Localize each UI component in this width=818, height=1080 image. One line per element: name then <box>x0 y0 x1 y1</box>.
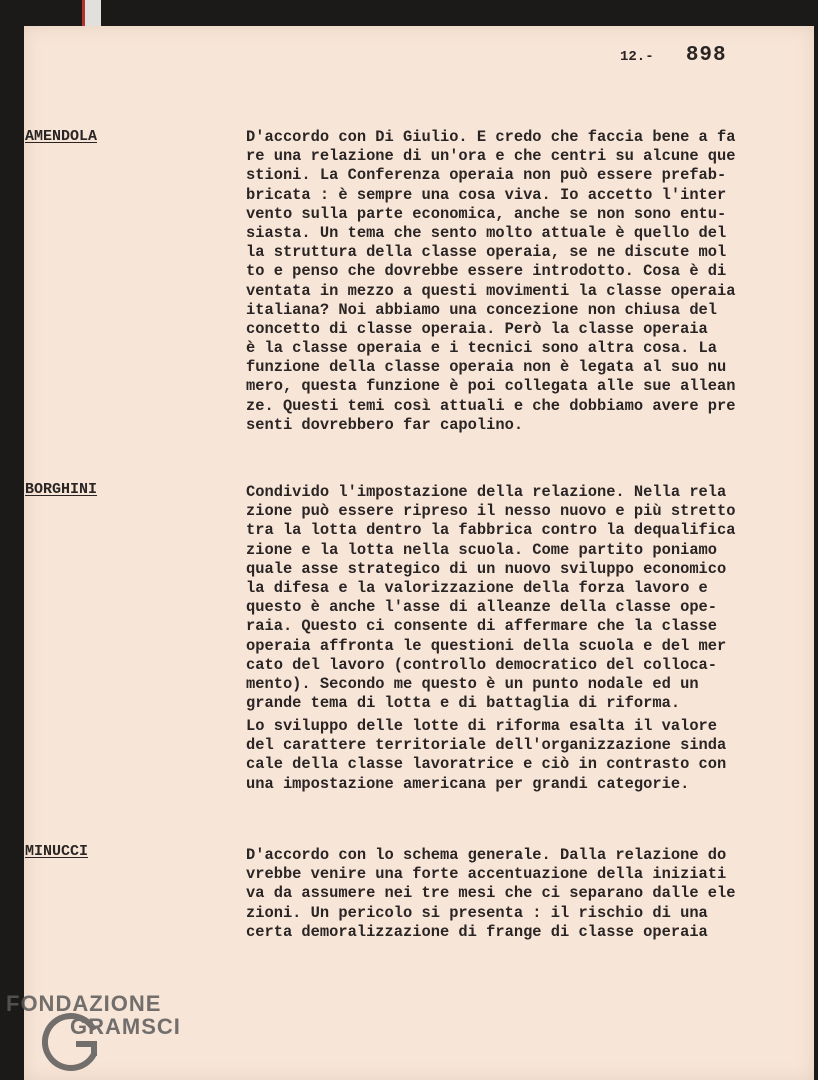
text-line: mento). Secondo me questo è un punto nodale ed un <box>246 674 699 693</box>
amendola-text <box>246 128 762 435</box>
text-line: senti dovrebbero far capolino. <box>246 415 524 434</box>
text-line: ventata in mezzo a questi movimenti la classe operaia <box>246 281 736 300</box>
text-line: del carattere territoriale dell'organizzazione sinda <box>246 736 727 755</box>
borghini-text-paragraph-2 <box>246 717 762 794</box>
text-line: è la classe operaia e i tecnici sono altra cosa. La <box>246 339 718 358</box>
text-line: vento sulla parte economica, anche se non sono entu- <box>246 204 727 223</box>
page-number <box>620 44 727 67</box>
text-line: zione e la lotta nella scuola. Come partito poniamo <box>246 540 718 559</box>
text-line: operaia affronta le questioni della scuola e del mer <box>246 636 727 655</box>
text-line: vrebbe venire una forte accentuazione della iniziati <box>246 865 727 884</box>
text-line: zioni. Un pericolo si presenta : il rischio di una <box>246 903 708 922</box>
text-line: mero, questa funzione è poi collegata alle sue allean <box>246 377 736 396</box>
borghini-text <box>246 483 762 713</box>
speaker-borghini: BORGHINI <box>25 481 98 498</box>
text-line: va da assumere nei tre mesi che ci separano dalle ele <box>246 884 736 903</box>
text-line: stioni. La Conferenza operaia non può essere prefab- <box>246 166 727 185</box>
text-line: concetto di classe operaia. Però la classe operaia <box>246 319 708 338</box>
text-line: raia. Questo ci consente di affermare che la classe <box>246 617 718 636</box>
text-line: la difesa e la valorizzazione della forza lavoro e <box>246 578 708 597</box>
text-line: grande tema di lotta e di battaglia di riforma. <box>246 694 681 713</box>
minucci-text <box>246 846 762 942</box>
text-line: una impostazione americana per grandi categorie. <box>246 774 690 793</box>
text-line: italiana? Noi abbiamo una concezione non chiusa del <box>246 300 718 319</box>
text-line: zione può essere ripreso il nesso nuovo e più stretto <box>246 502 736 521</box>
text-line: Lo sviluppo delle lotte di riforma esalta il valore <box>246 717 718 735</box>
speaker-amendola: AMENDOLA <box>25 128 98 145</box>
text-line: re una relazione di un'ora e che centri su alcune que <box>246 147 736 166</box>
text-line: siasta. Un tema che sento molto attuale è quello del <box>246 223 727 242</box>
text-line: bricata : è sempre una cosa viva. Io accetto l'inter <box>246 185 727 204</box>
text-line: quale asse strategico di un nuovo sviluppo economico <box>246 559 727 578</box>
text-line: to e penso che dovrebbe essere introdotto. Cosa è di <box>246 262 727 281</box>
page-number-large: 898 <box>685 44 727 67</box>
watermark-line-2: GRAMSCI <box>70 1014 181 1040</box>
text-line: certa demoralizzazione di frange di classe operaia <box>246 922 708 941</box>
text-line: Condivido l'impostazione della relazione. Nella rela <box>246 483 727 501</box>
fondazione-gramsci-watermark <box>6 992 181 1038</box>
text-line: tra la lotta dentro la fabbrica contro la dequalifica <box>246 521 736 540</box>
text-line: questo è anche l'asse di alleanze della classe ope- <box>246 598 718 617</box>
watermark-line-1: FONDAZIONE <box>6 991 162 1016</box>
text-line: la struttura della classe operaia, se ne discute mol <box>246 243 727 262</box>
text-line: funzione della classe operaia non è legata al suo nu <box>246 358 727 377</box>
text-line: ze. Questi temi così attuali e che dobbiamo avere pre <box>246 396 736 415</box>
text-line: D'accordo con Di Giulio. E credo che faccia bene a fa <box>246 128 736 146</box>
page-number-small: 12.- <box>620 49 654 65</box>
speaker-minucci: MINUCCI <box>25 843 89 860</box>
text-line: cato del lavoro (controllo democratico del colloca- <box>246 655 718 674</box>
gramsci-logo-icon <box>36 1010 106 1072</box>
text-line: D'accordo con lo schema generale. Dalla relazione do <box>246 846 727 864</box>
text-line: cale della classe lavoratrice e ciò in contrasto con <box>246 755 727 774</box>
binder-tab <box>82 0 101 26</box>
